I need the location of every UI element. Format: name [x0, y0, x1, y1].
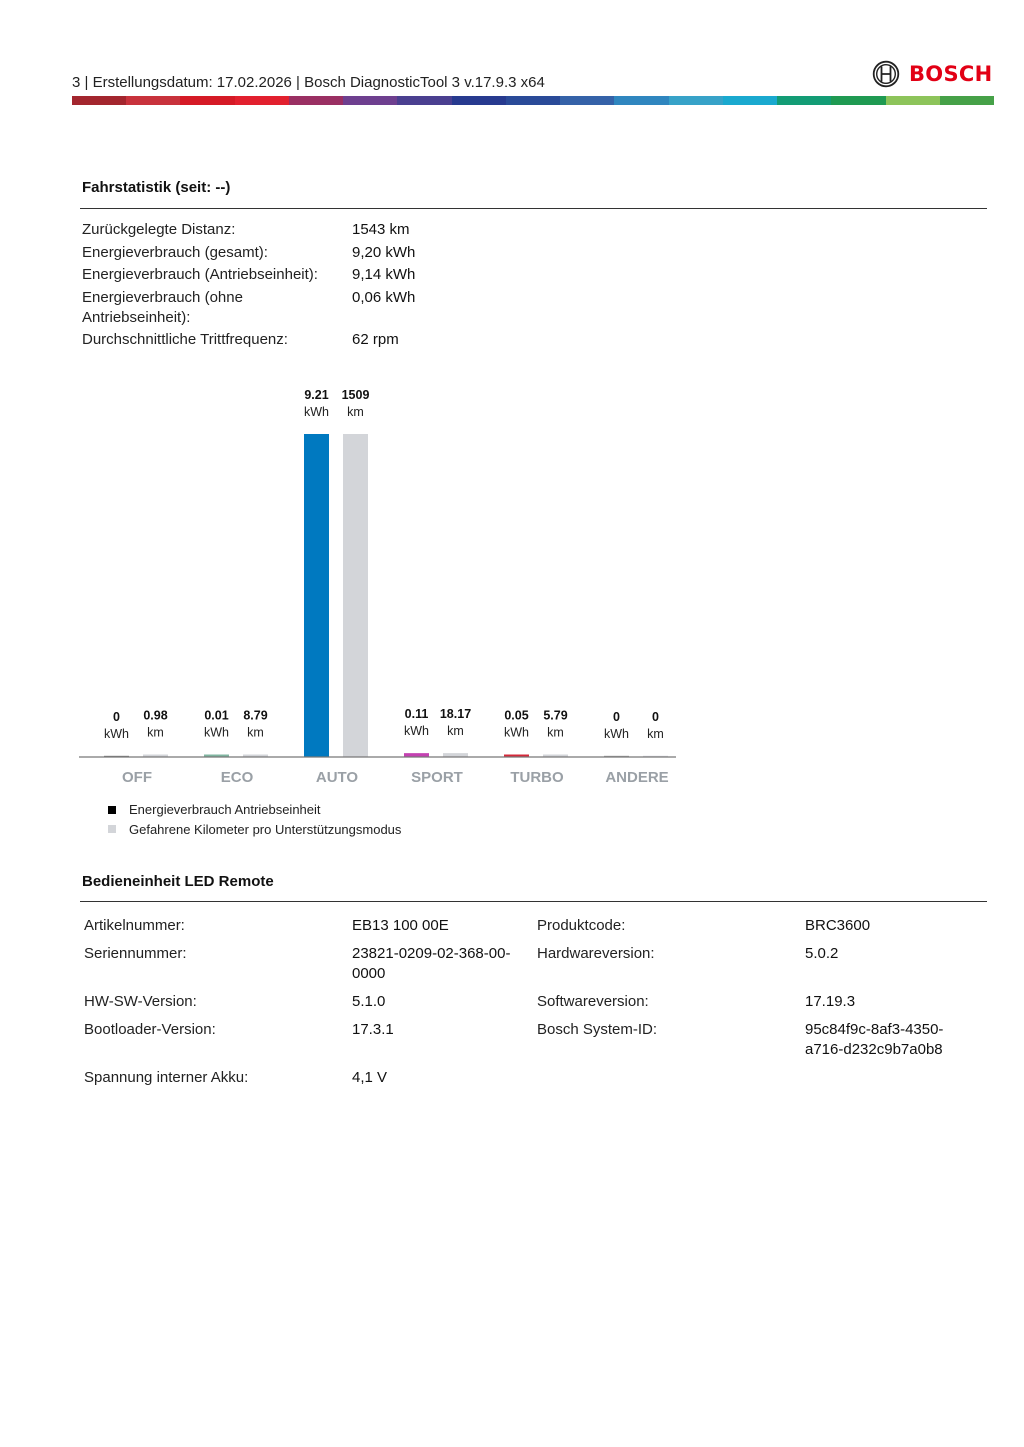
value-label-kwh: 0.11 [404, 707, 429, 722]
stats-section-rule [80, 208, 987, 209]
bar-km-off [143, 755, 168, 758]
field-label: HW-SW-Version: [84, 993, 197, 1010]
bar-km-andere [643, 756, 668, 757]
table-row [84, 1068, 984, 1088]
unit-label-km: km [547, 725, 564, 740]
table-row [84, 944, 984, 984]
unit-label-kwh: kWh [404, 724, 429, 739]
unit-label-km: km [347, 405, 364, 419]
value-label-kwh: 0.05 [504, 708, 529, 723]
unit-label-km: km [247, 725, 264, 740]
field-value: 5.1.0 [352, 993, 386, 1010]
category-label-turbo: TURBO [510, 769, 564, 786]
value-label-kwh: 0.01 [204, 708, 229, 723]
legend-label: Gefahrene Kilometer pro Unterstützungsmodus [129, 821, 402, 837]
stat-value: 1543 km [352, 221, 410, 238]
stat-value: 62 rpm [352, 331, 399, 348]
field-value: 17.19.3 [805, 993, 856, 1010]
stripe-segment [180, 96, 234, 105]
stripe-segment [669, 96, 723, 105]
legend-swatch [108, 806, 116, 814]
unit-label-kwh: kWh [504, 725, 529, 740]
field-value: 95c84f9c-8af3-4350-a716-d232c9b7a0b8 [805, 1021, 944, 1058]
bosch-logo-wordmark: BOSCH [909, 62, 993, 86]
stripe-segment [560, 96, 614, 105]
value-label-km: 5.79 [543, 708, 568, 723]
field-value: EB13 100 00E [352, 917, 449, 934]
stripe-segment [940, 96, 994, 105]
category-label-andere: ANDERE [605, 769, 669, 786]
value-label-km: 18.17 [439, 707, 472, 722]
stat-row [82, 243, 482, 263]
bosch-armature-icon [872, 60, 900, 88]
bar-km-turbo [543, 755, 568, 758]
legend-label: Energieverbrauch Antriebseinheit [129, 802, 321, 818]
header-color-stripe [72, 96, 994, 105]
legend-item [108, 820, 401, 840]
value-label-km: 0 [652, 709, 659, 724]
stat-label: Energieverbrauch (gesamt): [82, 243, 268, 261]
stats-section-title: Fahrstatistik (seit: --) [82, 179, 231, 196]
stripe-segment [126, 96, 180, 105]
field-value: 5.0.2 [805, 945, 839, 962]
value-label-km: 8.79 [243, 708, 268, 723]
unit-label-km: km [647, 726, 664, 741]
category-label-eco: ECO [220, 769, 254, 786]
field-value: 23821-0209-02-368-00-0000 [352, 945, 511, 982]
bar-kwh-andere [604, 756, 629, 757]
stat-label: Energieverbrauch (Antriebseinheit): [82, 266, 318, 283]
category-label-off: OFF [122, 769, 152, 786]
remote-section-rule [80, 901, 987, 902]
stat-label: Zurückgelegte Distanz: [82, 221, 236, 238]
table-row [84, 992, 984, 1012]
field-label: Softwareversion: [537, 993, 649, 1010]
field-value: 4,1 V [352, 1069, 388, 1086]
stripe-segment [723, 96, 777, 105]
chart-legend [108, 800, 401, 839]
stat-value: 9,20 kWh [352, 243, 416, 261]
stripe-segment [886, 96, 940, 105]
bar-kwh-eco [204, 755, 229, 758]
unit-label-km: km [447, 724, 464, 739]
table-row [84, 916, 984, 936]
stripe-segment [614, 96, 668, 105]
field-value: BRC3600 [805, 917, 871, 934]
bosch-logo [872, 60, 992, 88]
field-label: Seriennummer: [84, 945, 187, 962]
category-label-auto: AUTO [315, 769, 359, 786]
stripe-segment [235, 96, 289, 105]
stat-row [82, 330, 482, 350]
stripe-segment [452, 96, 506, 105]
unit-label-kwh: kWh [304, 405, 329, 419]
stripe-segment [506, 96, 560, 105]
legend-item [108, 800, 401, 820]
bar-km-eco [243, 755, 268, 758]
stripe-segment [831, 96, 885, 105]
stripe-segment [777, 96, 831, 105]
unit-label-kwh: kWh [204, 725, 229, 740]
bar-km-auto [343, 434, 368, 757]
bar-kwh-auto [304, 434, 329, 757]
unit-label-kwh: kWh [604, 726, 629, 741]
stat-label: Durchschnittliche Trittfrequenz: [82, 331, 288, 348]
table-row [84, 1020, 984, 1060]
value-label-kwh: 9.21 [304, 388, 329, 402]
category-label-sport: SPORT [411, 769, 463, 786]
value-label-km: 0.98 [143, 708, 168, 723]
stripe-segment [289, 96, 343, 105]
field-label: Produktcode: [537, 917, 626, 934]
field-label: Hardwareversion: [537, 945, 655, 962]
page-header-text: 3 | Erstellungsdatum: 17.02.2026 | Bosch DiagnosticTool 3 v.17.9.3 x64 [72, 74, 545, 91]
stat-row [82, 265, 482, 285]
remote-section-title: Bedieneinheit LED Remote [82, 873, 274, 890]
field-value: 17.3.1 [352, 1021, 394, 1038]
field-label: Spannung interner Akku: [84, 1069, 249, 1086]
stat-value: 9,14 kWh [352, 266, 416, 283]
field-label [537, 1068, 805, 1088]
value-label-kwh: 0 [613, 709, 620, 724]
value-label-km: 1509 [341, 388, 370, 402]
unit-label-kwh: kWh [104, 726, 129, 741]
bar-kwh-turbo [504, 755, 529, 758]
stat-label: Energieverbrauch (ohne Antriebseinheit): [82, 288, 243, 326]
bar-km-sport [443, 753, 468, 757]
stats-list [82, 220, 482, 353]
legend-swatch [108, 825, 116, 833]
stat-row [82, 288, 482, 328]
field-label: Bootloader-Version: [84, 1021, 216, 1038]
stripe-segment [397, 96, 451, 105]
field-label: Bosch System-ID: [537, 1021, 658, 1038]
stripe-segment [72, 96, 126, 105]
remote-info-table [84, 916, 984, 1088]
field-value [805, 1068, 980, 1088]
value-label-kwh: 0 [113, 709, 120, 724]
stripe-segment [343, 96, 397, 105]
bar-kwh-off [104, 756, 129, 757]
field-label: Artikelnummer: [84, 917, 185, 934]
stat-row [82, 220, 482, 240]
unit-label-km: km [147, 725, 164, 740]
stat-value: 0,06 kWh [352, 288, 416, 306]
bar-kwh-sport [404, 753, 429, 757]
